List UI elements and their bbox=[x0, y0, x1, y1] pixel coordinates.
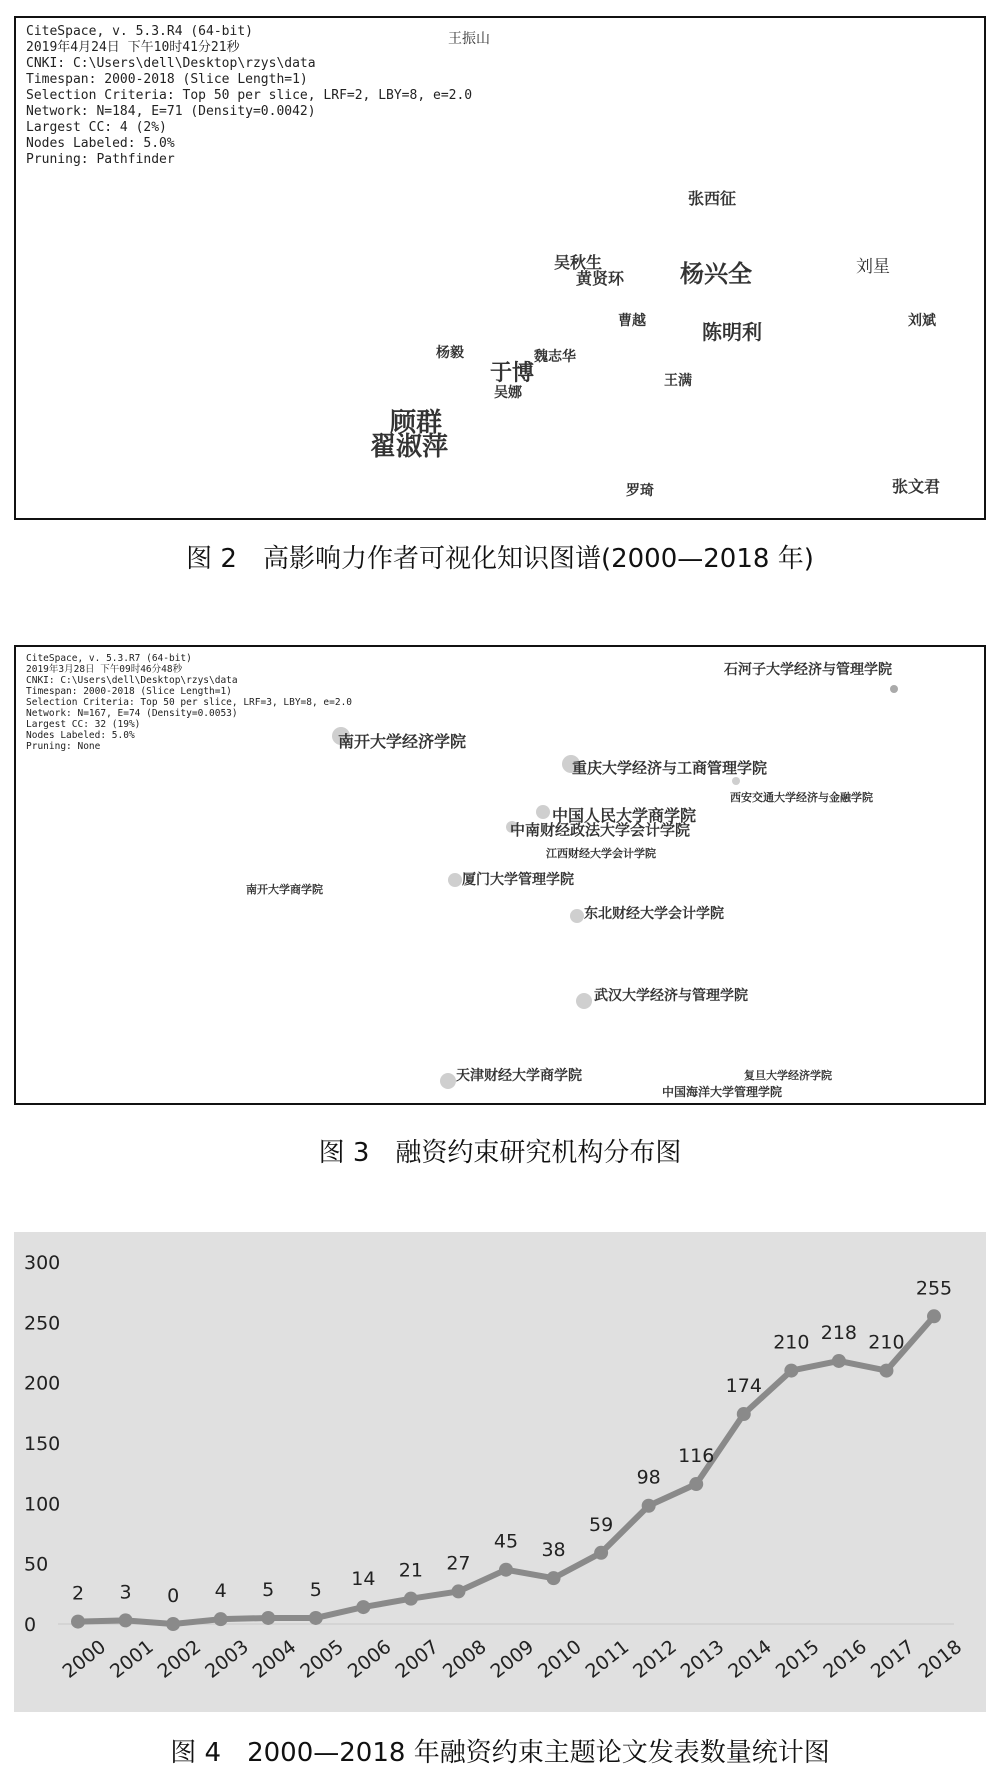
node-dot bbox=[536, 805, 550, 819]
data-label: 0 bbox=[167, 1585, 180, 1607]
meta-line: Nodes Labeled: 5.0% bbox=[26, 136, 175, 151]
data-point bbox=[832, 1354, 846, 1368]
data-label: 45 bbox=[493, 1530, 519, 1553]
x-tick-label: 2010 bbox=[534, 1635, 586, 1683]
author-label: 王满 bbox=[664, 373, 692, 389]
data-label: 27 bbox=[446, 1552, 471, 1575]
data-point bbox=[356, 1600, 370, 1614]
author-label: 陈明利 bbox=[702, 320, 762, 344]
data-label: 3 bbox=[119, 1581, 132, 1604]
meta-line: CNKI: C:\Users\dell\Desktop\rzys\data bbox=[26, 56, 316, 71]
x-tick-label: 2014 bbox=[724, 1635, 776, 1683]
data-label: 38 bbox=[541, 1539, 566, 1562]
data-point bbox=[689, 1477, 703, 1491]
institution-label: 东北财经大学会计学院 bbox=[584, 906, 724, 922]
data-label: 2 bbox=[71, 1582, 85, 1605]
institution-label: 复旦大学经济学院 bbox=[744, 1069, 832, 1082]
data-point bbox=[71, 1615, 85, 1629]
meta-line: Timespan: 2000-2018 (Slice Length=1) bbox=[26, 72, 308, 87]
x-tick-label: 2008 bbox=[438, 1635, 491, 1683]
citespace-metadata bbox=[26, 24, 472, 168]
figure-3-caption: 图 3 融资约束研究机构分布图 bbox=[318, 1138, 682, 1168]
data-point bbox=[784, 1364, 798, 1378]
meta-line: Network: N=184, E=71 (Density=0.0042) bbox=[26, 104, 316, 119]
meta-line: 2019年4月24日 下午10时41分21秒 bbox=[26, 40, 240, 55]
figure-2-caption: 图 2 高影响力作者可视化知识图谱(2000—2018 年) bbox=[186, 544, 814, 574]
node-dot bbox=[570, 909, 584, 923]
data-point bbox=[737, 1407, 751, 1421]
data-label: 14 bbox=[351, 1568, 376, 1591]
data-label: 255 bbox=[915, 1277, 953, 1300]
meta-line: CiteSpace, v. 5.3.R4 (64-bit) bbox=[26, 24, 253, 39]
author-label: 刘星 bbox=[856, 257, 890, 277]
institution-label: 中国人民大学商学院 bbox=[552, 806, 697, 825]
data-point bbox=[309, 1611, 323, 1625]
meta-line: Largest CC: 4 (2%) bbox=[26, 120, 167, 135]
x-tick-label: 2018 bbox=[914, 1635, 967, 1683]
data-label: 98 bbox=[636, 1466, 661, 1489]
author-label: 王振山 bbox=[448, 31, 490, 47]
meta-line: Pruning: None bbox=[26, 741, 101, 752]
institution-label: 重庆大学经济与工商管理学院 bbox=[572, 759, 768, 777]
meta-line: CiteSpace, v. 5.3.R7 (64-bit) bbox=[26, 653, 192, 664]
data-label: 210 bbox=[868, 1331, 905, 1354]
y-tick-label: 100 bbox=[24, 1493, 61, 1516]
meta-line: CNKI: C:\Users\dell\Desktop\rzys\data bbox=[26, 675, 238, 686]
data-point bbox=[214, 1612, 228, 1626]
author-label: 于博 bbox=[490, 360, 535, 386]
author-network-figure bbox=[14, 16, 986, 520]
meta-line: Network: N=167, E=74 (Density=0.0053) bbox=[26, 708, 238, 719]
institution-label: 中南财经政法大学会计学院 bbox=[510, 821, 691, 839]
x-tick-label: 2003 bbox=[201, 1635, 253, 1683]
node-dot bbox=[576, 993, 592, 1009]
author-label: 罗琦 bbox=[626, 483, 654, 499]
data-point bbox=[927, 1309, 941, 1323]
x-tick-label: 2015 bbox=[771, 1635, 824, 1683]
author-label: 魏志华 bbox=[534, 349, 576, 365]
y-tick-label: 200 bbox=[24, 1372, 61, 1395]
author-label: 杨毅 bbox=[436, 345, 464, 361]
meta-line: Pruning: Pathfinder bbox=[26, 152, 175, 167]
author-label: 吴秋生 bbox=[554, 253, 603, 272]
institution-label: 天津财经大学商学院 bbox=[456, 1068, 582, 1084]
y-tick-label: 0 bbox=[24, 1614, 37, 1636]
figure-4-caption: 图 4 2000—2018 年融资约束主题论文发表数量统计图 bbox=[170, 1738, 830, 1768]
x-tick-label: 2009 bbox=[486, 1635, 539, 1683]
data-label: 21 bbox=[398, 1559, 423, 1582]
institution-label: 中国海洋大学管理学院 bbox=[662, 1085, 783, 1099]
data-label: 210 bbox=[773, 1331, 810, 1354]
x-tick-label: 2001 bbox=[106, 1635, 158, 1683]
meta-line: Nodes Labeled: 5.0% bbox=[26, 730, 135, 741]
y-tick-label: 250 bbox=[24, 1312, 61, 1335]
node-dot bbox=[732, 777, 740, 785]
author-label: 顾群 bbox=[390, 408, 443, 438]
institution-label: 武汉大学经济与管理学院 bbox=[594, 988, 748, 1004]
x-tick-label: 2013 bbox=[676, 1635, 729, 1683]
data-label: 5 bbox=[309, 1578, 322, 1601]
data-point bbox=[879, 1364, 893, 1378]
institution-label: 南开大学经济学院 bbox=[338, 732, 467, 751]
data-point bbox=[594, 1546, 608, 1560]
node-dot bbox=[448, 873, 462, 887]
line-chart bbox=[14, 1232, 986, 1712]
data-label: 174 bbox=[725, 1375, 762, 1398]
author-label: 张文君 bbox=[892, 477, 941, 496]
data-point bbox=[166, 1617, 180, 1631]
author-label: 黄贤环 bbox=[576, 269, 625, 288]
data-label: 116 bbox=[678, 1445, 715, 1468]
institution-label: 江西财经大学会计学院 bbox=[546, 847, 656, 860]
author-label: 刘斌 bbox=[908, 313, 936, 329]
meta-line: 2019年3月28日 下午09时46分48秒 bbox=[26, 664, 183, 675]
data-point bbox=[404, 1592, 418, 1606]
x-tick-label: 2017 bbox=[866, 1635, 919, 1683]
node-dot bbox=[890, 685, 898, 693]
x-tick-label: 2016 bbox=[819, 1635, 872, 1683]
meta-line: Selection Criteria: Top 50 per slice, LRF=2, LBY=8, e=2.0 bbox=[26, 88, 473, 103]
publication-count-chart bbox=[14, 1232, 986, 1712]
institution-label: 厦门大学管理学院 bbox=[462, 872, 574, 888]
author-label: 吴娜 bbox=[494, 385, 522, 401]
x-tick-label: 2007 bbox=[391, 1635, 444, 1683]
y-tick-label: 300 bbox=[24, 1252, 61, 1274]
x-tick-label: 2005 bbox=[296, 1635, 348, 1683]
y-tick-label: 50 bbox=[24, 1553, 49, 1576]
author-label: 翟淑萍 bbox=[370, 432, 449, 462]
author-label: 张西征 bbox=[688, 189, 737, 208]
y-tick-label: 150 bbox=[24, 1433, 61, 1455]
citespace-metadata bbox=[26, 653, 352, 752]
data-point bbox=[547, 1571, 561, 1585]
x-tick-label: 2004 bbox=[248, 1635, 301, 1683]
x-tick-label: 2012 bbox=[629, 1635, 681, 1683]
data-label: 218 bbox=[820, 1321, 858, 1344]
data-label: 4 bbox=[214, 1580, 227, 1603]
meta-line: Largest CC: 32 (19%) bbox=[26, 719, 141, 730]
institution-label: 石河子大学经济与管理学院 bbox=[724, 662, 892, 678]
institution-network-figure bbox=[14, 645, 986, 1105]
x-tick-label: 2002 bbox=[153, 1635, 206, 1683]
meta-line: Selection Criteria: Top 50 per slice, LRF=3, LBY=8, e=2.0 bbox=[26, 697, 353, 708]
x-tick-label: 2011 bbox=[581, 1635, 634, 1683]
x-tick-label: 2000 bbox=[58, 1635, 111, 1683]
institution-label: 南开大学商学院 bbox=[246, 883, 323, 896]
data-point bbox=[451, 1584, 465, 1598]
author-label: 杨兴全 bbox=[680, 259, 752, 288]
institution-label: 西安交通大学经济与金融学院 bbox=[730, 791, 873, 804]
data-point bbox=[261, 1611, 275, 1625]
data-point bbox=[642, 1499, 656, 1513]
meta-line: Timespan: 2000-2018 (Slice Length=1) bbox=[26, 686, 232, 697]
series-line bbox=[78, 1316, 934, 1624]
data-point bbox=[119, 1613, 133, 1627]
data-point bbox=[499, 1563, 513, 1577]
x-tick-label: 2006 bbox=[343, 1635, 396, 1683]
data-label: 59 bbox=[589, 1513, 614, 1536]
data-label: 5 bbox=[262, 1578, 275, 1601]
node-dot bbox=[440, 1073, 456, 1089]
author-label: 曹越 bbox=[618, 313, 646, 329]
